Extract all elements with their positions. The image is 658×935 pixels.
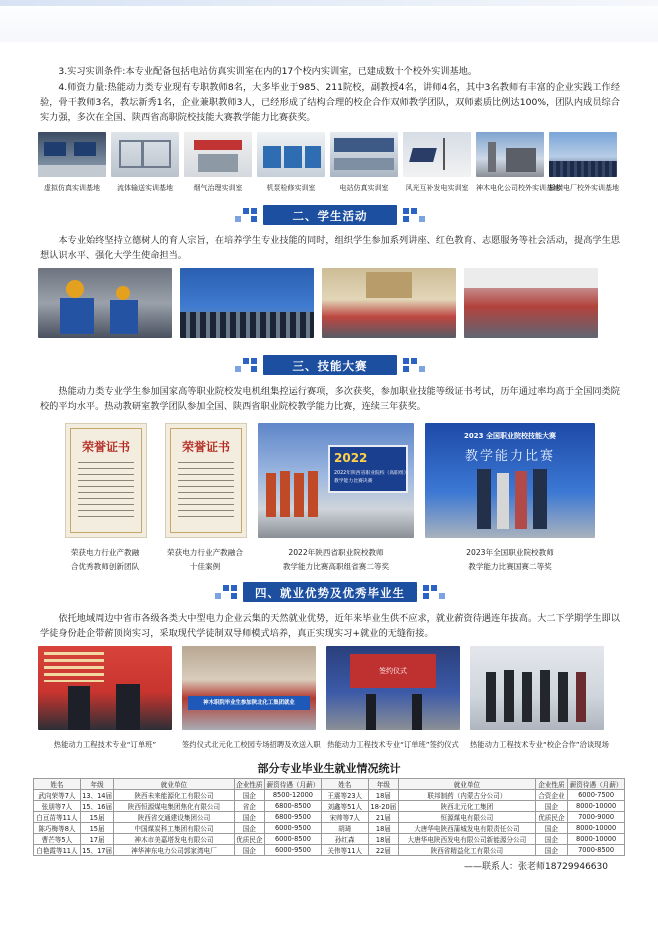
table-cell: 陈巧梅等8人 <box>34 823 81 834</box>
employment-photo-2 <box>182 646 316 730</box>
table-cell: 陕西省精益化工有限公司 <box>399 845 535 856</box>
caption-line: 2022年陕西省职业院校教师 <box>288 548 384 557</box>
screen-shape <box>74 142 96 156</box>
activity-photo-row <box>38 268 620 338</box>
table-cell: 17届 <box>80 834 114 845</box>
wall-shape <box>464 268 598 288</box>
table-cell: 胡琦 <box>321 823 368 834</box>
lab-image <box>38 132 106 177</box>
table-cell: 国企 <box>234 845 265 856</box>
table-row <box>34 790 625 801</box>
decor-squares-right <box>401 357 431 373</box>
section-title-4 <box>205 580 455 604</box>
worker-shape <box>110 300 138 334</box>
decor-squares-right <box>401 207 431 223</box>
person-shape <box>266 473 276 517</box>
table-cell: 18届 <box>368 823 399 834</box>
section-3-paragraph: 热能动力类专业学生参加国家高等职业院校发电机组集控运行赛项，多次获奖，参加职业技能等级证书考试，历年通过率均高于全国同类院校的平均水平。热动教研室教学团队参加全国、陕西省职业院校教学能力比赛，连续三年获奖。 <box>40 386 620 412</box>
person-shape <box>308 471 318 517</box>
caption-line: 荣获电力行业产教融 <box>70 548 140 557</box>
table-cell: 国企 <box>535 823 568 834</box>
top-stripe <box>0 0 658 6</box>
table-cell: 6800-8500 <box>265 801 322 812</box>
person-shape <box>576 672 586 722</box>
table-cell: 刘鑫等51人 <box>321 801 368 812</box>
table-cell: 18届 <box>368 790 399 801</box>
person-shape <box>280 471 290 517</box>
desk-shape <box>38 165 106 177</box>
person-shape <box>366 694 376 730</box>
caption-line: 荣获电力行业产教融合 <box>167 548 243 557</box>
person-shape <box>504 670 514 722</box>
person-shape <box>294 473 304 517</box>
helmet-shape <box>116 286 130 300</box>
person-shape <box>540 670 550 722</box>
table-title: 部分专业毕业生就业情况统计 <box>257 762 401 775</box>
person-shape <box>515 471 527 529</box>
contact-info: ——联系人：张老师18729946630 <box>464 862 608 872</box>
banner-title: 2023 全国职业院校技能大赛 <box>464 432 556 440</box>
table-cell: 8000-10000 <box>568 834 625 845</box>
section-4-paragraph: 依托地域周边中省市各级各类大中型电力企业云集的天然就业优势，近年来毕业生供不应求，就业薪资待遇连年拔高。大二下学期学生即以学徒身份赴企带薪顶岗实习，采取现代学徒制双导师模式培养，真正实现实习+就业的无缝衔接。 <box>40 613 620 639</box>
table-cell: 8000-10000 <box>568 801 625 812</box>
person-shape <box>477 469 491 529</box>
table-cell: 15届 <box>80 812 114 823</box>
table-row <box>34 812 625 823</box>
table-row <box>34 845 625 856</box>
pump-shape <box>284 146 302 168</box>
column-header: 就业单位 <box>399 779 535 790</box>
intro-paragraph-3: 3.实习实训条件:本专业配备包括电站仿真实训室在内的17个校内实训室，已建成数十个校外实训基地。 <box>58 66 478 77</box>
employment-photo-4-wrap <box>470 646 609 750</box>
table-cell: 孙红森 <box>321 834 368 845</box>
person-shape <box>497 473 509 529</box>
caption-line: 教学能力比赛高职组省赛二等奖 <box>282 562 390 571</box>
employment-photo-1 <box>38 646 172 730</box>
table-cell: 7000-9000 <box>568 812 625 823</box>
table-cell: 21届 <box>368 812 399 823</box>
activity-photo-3 <box>322 268 456 338</box>
table-cell: 6000-8500 <box>265 834 322 845</box>
certificate-2 <box>165 423 247 538</box>
screen-shape <box>334 138 394 152</box>
column-header: 就业单位 <box>114 779 234 790</box>
competition-photo-2 <box>425 423 595 538</box>
group-banner-text: 神木职院毕业生参加陕北化工集团就业 <box>203 700 295 706</box>
lab-photo-4 <box>257 132 325 193</box>
lab-image <box>476 132 544 177</box>
lab-caption: 电站仿真实训室 <box>339 184 389 192</box>
table-cell: 省企 <box>234 801 265 812</box>
column-header: 薪资待遇（月薪） <box>568 779 625 790</box>
table-body <box>34 790 625 856</box>
award-banner <box>328 445 408 493</box>
person-shape <box>412 694 422 730</box>
table-cell: 22届 <box>368 845 399 856</box>
employment-photo-1-wrap <box>38 646 172 750</box>
column-header: 年级 <box>80 779 114 790</box>
lab-image <box>403 132 471 177</box>
table-cell: 8500-12000 <box>265 790 322 801</box>
employment-table <box>33 778 625 856</box>
table-cell: 优质民企 <box>535 812 568 823</box>
column-header: 年级 <box>368 779 399 790</box>
activity-photo-2 <box>180 268 314 338</box>
employment-photo-3 <box>326 646 460 730</box>
person-shape <box>522 672 532 722</box>
caption-line: 合优秀教师创新团队 <box>70 562 140 571</box>
section-title-2 <box>225 203 435 227</box>
table-cell: 18-20届 <box>368 801 399 812</box>
top-band <box>0 0 658 42</box>
turbine-shape <box>443 138 445 170</box>
banner-year: 2022 <box>334 451 368 465</box>
table-cell: 合资企业 <box>535 790 568 801</box>
worker-shape <box>60 298 94 334</box>
section-title-text: 二、学生活动 <box>292 209 368 223</box>
certificate-1 <box>65 423 147 538</box>
lab-caption: 风光互补发电实训室 <box>405 184 469 192</box>
lab-caption: 烟气治理实训室 <box>193 184 243 192</box>
banner-text-lines <box>44 652 104 682</box>
person-shape <box>533 469 547 529</box>
lab-image <box>549 132 617 177</box>
table-cell: 国企 <box>234 812 265 823</box>
employment-photo-3-wrap <box>326 646 460 750</box>
section-title-text: 三、技能大赛 <box>292 359 368 373</box>
table-cell: 陕西恒源煤电集团焦化有限公司 <box>114 801 234 812</box>
table-cell: 宋帅等7人 <box>321 812 368 823</box>
table-cell: 6000-9500 <box>265 845 322 856</box>
table-cell: 张朋等7人 <box>34 801 81 812</box>
section-2-paragraph: 本专业始终坚持立德树人的育人宗旨，在培养学生专业技能的同时，组织学生参加系列讲座、红色教育、志愿服务等社会活动，提高学生思想认识水平、强化大学生使命担当。 <box>40 235 620 261</box>
table-cell: 联邦制药（内蒙古分公司） <box>399 790 535 801</box>
caption-line: 2023年全国职业院校教师 <box>466 548 554 557</box>
table-cell: 国企 <box>234 790 265 801</box>
lab-image <box>184 132 252 177</box>
table-cell: 国企 <box>535 801 568 812</box>
certificate-text-lines <box>178 462 234 518</box>
lab-caption: 流体输送实训基地 <box>117 184 173 192</box>
table-cell: 白亘苗等11人 <box>34 812 81 823</box>
table-row <box>34 834 625 845</box>
table-header-row <box>34 779 625 790</box>
banner-line: 教学能力比赛决赛 <box>334 479 373 484</box>
helmet-shape <box>66 280 84 298</box>
table-cell: 6000-7500 <box>568 790 625 801</box>
table-cell: 15、17届 <box>80 845 114 856</box>
banner-subtitle: 教学能力比赛 <box>464 449 555 464</box>
person-shape <box>558 672 568 722</box>
lab-photo-7 <box>476 132 560 193</box>
lab-photo-row <box>38 132 620 193</box>
section-title-text: 四、就业优势及优秀毕业生 <box>255 586 405 600</box>
column-header: 企业性质 <box>234 779 265 790</box>
employment-photo-row <box>38 646 620 750</box>
table-cell: 武向荣等7人 <box>34 790 81 801</box>
activity-photo-1 <box>38 268 172 338</box>
lab-photo-6 <box>403 132 471 193</box>
table-row <box>34 801 625 812</box>
stage-screen <box>350 654 436 688</box>
column-header: 姓名 <box>321 779 368 790</box>
table-cell: 神华神东电力公司郭家湾电厂 <box>114 845 234 856</box>
crowd-shape <box>180 312 314 338</box>
decor-squares-right <box>421 584 451 600</box>
lab-caption: 虚拟仿真实训基地 <box>44 184 100 192</box>
competition-caption-2 <box>155 546 255 574</box>
building-shape <box>366 272 412 298</box>
competition-caption-3 <box>258 546 414 574</box>
table-cell: 6000-9500 <box>265 823 322 834</box>
table-cell: 8000-10000 <box>568 823 625 834</box>
table-cell: 国企 <box>535 845 568 856</box>
intro-paragraph-4: 4.师资力量:热能动力类专业现有专职教师8名，大多毕业于985、211院校，副教授4名，讲师4名，其中3名教师有丰富的企业实践工作经验，骨干教师3名，教坛新秀1名，企业兼职教师3人，已经形成了结构合理的校企合作双师教学团队，双师素质比例达100%，团队内成员综合实力强，多次在全国、陕西省高职院校技能大赛教学能力比赛获奖。 <box>40 82 620 123</box>
competition-caption-4 <box>425 546 595 574</box>
banner-shape <box>194 140 242 150</box>
table-cell: 15、16届 <box>80 801 114 812</box>
lab-photo-1 <box>38 132 106 193</box>
lab-image <box>330 132 398 177</box>
table-cell: 陕西省交通建设集团公司 <box>114 812 234 823</box>
lab-caption: 榆横电厂校外实训基地 <box>549 184 619 192</box>
lab-photo-5 <box>330 132 398 193</box>
column-header: 企业性质 <box>535 779 568 790</box>
employment-caption: 热能动力工程技术专业“订单班” <box>53 740 157 749</box>
screen-shape <box>44 142 66 156</box>
employment-photo-4 <box>470 646 604 730</box>
lab-caption: 神木电化公司校外实训基地 <box>476 184 560 192</box>
competition-caption-1 <box>60 546 150 574</box>
caption-line: 十佳案例 <box>189 562 221 571</box>
employment-photo-2-wrap <box>182 646 321 750</box>
caption-line: 教学能力比赛国赛二等奖 <box>468 562 552 571</box>
certificate-title: 荣誉证书 <box>81 440 130 454</box>
person-shape <box>486 672 496 722</box>
column-header: 薪资待遇（月薪） <box>265 779 322 790</box>
lab-photo-2 <box>111 132 179 193</box>
crowd-shape <box>549 161 617 177</box>
table-cell: 大唐华电陕西发电有限公司新能源分公司 <box>399 834 535 845</box>
lab-caption: 机泵检修实训室 <box>266 184 316 192</box>
table-cell: 7000-8500 <box>568 845 625 856</box>
table-cell: 陕西未来能源化工有限公司 <box>114 790 234 801</box>
solar-panel-shape <box>409 148 437 162</box>
table-cell: 大唐华电陕西蒲城发电有限责任公司 <box>399 823 535 834</box>
table-cell: 6800-9500 <box>265 812 322 823</box>
group-banner <box>188 696 310 710</box>
equipment-shape <box>198 154 238 172</box>
pipe-shape <box>141 140 144 168</box>
competition-photo-1 <box>258 423 414 538</box>
person-shape <box>116 684 140 730</box>
lab-image <box>257 132 325 177</box>
certificate-title: 荣誉证书 <box>181 440 230 454</box>
table-cell: 曹芒等5人 <box>34 834 81 845</box>
table-cell: 国企 <box>234 823 265 834</box>
employment-caption: 签约仪式北元化工校园专场招聘及欢送入职 <box>182 740 321 749</box>
section-title-3 <box>225 353 435 377</box>
activity-photo-4 <box>464 268 598 338</box>
table-cell: 优质民企 <box>234 834 265 845</box>
table-cell: 中国煤炭科工集团有限公司 <box>114 823 234 834</box>
table-cell: 13、14届 <box>80 790 114 801</box>
table-cell: 关伟等11人 <box>321 845 368 856</box>
lab-photo-3 <box>184 132 252 193</box>
column-header: 姓名 <box>34 779 81 790</box>
table-cell: 白艳霞等11人 <box>34 845 81 856</box>
table-cell: 王震等23人 <box>321 790 368 801</box>
pump-shape <box>305 146 321 168</box>
pump-shape <box>263 146 281 168</box>
person-shape <box>68 686 90 730</box>
table-row <box>34 823 625 834</box>
lab-photo-8 <box>549 132 617 193</box>
table-cell: 恒源煤电有限公司 <box>399 812 535 823</box>
lab-image <box>111 132 179 177</box>
chimney-shape <box>488 142 496 172</box>
table-cell: 15届 <box>80 823 114 834</box>
certificate-text-lines <box>78 462 134 518</box>
table-cell: 陕西北元化工集团 <box>399 801 535 812</box>
table-cell: 18届 <box>368 834 399 845</box>
desk-shape <box>334 158 394 170</box>
building-shape <box>506 148 536 172</box>
table-cell: 神木市美嘉塔发电有限公司 <box>114 834 234 845</box>
pipe-shape <box>119 140 171 168</box>
employment-caption: 热能动力工程技术专业“校企合作”洽谈现场 <box>470 740 609 749</box>
banner-line: 2022年陕西省职业院校（高职组） <box>334 471 409 476</box>
table-cell: 国企 <box>535 834 568 845</box>
employment-caption: 热能动力工程技术专业“订单班”签约仪式 <box>327 740 459 749</box>
stage-screen-text: 签约仪式 <box>379 667 407 675</box>
